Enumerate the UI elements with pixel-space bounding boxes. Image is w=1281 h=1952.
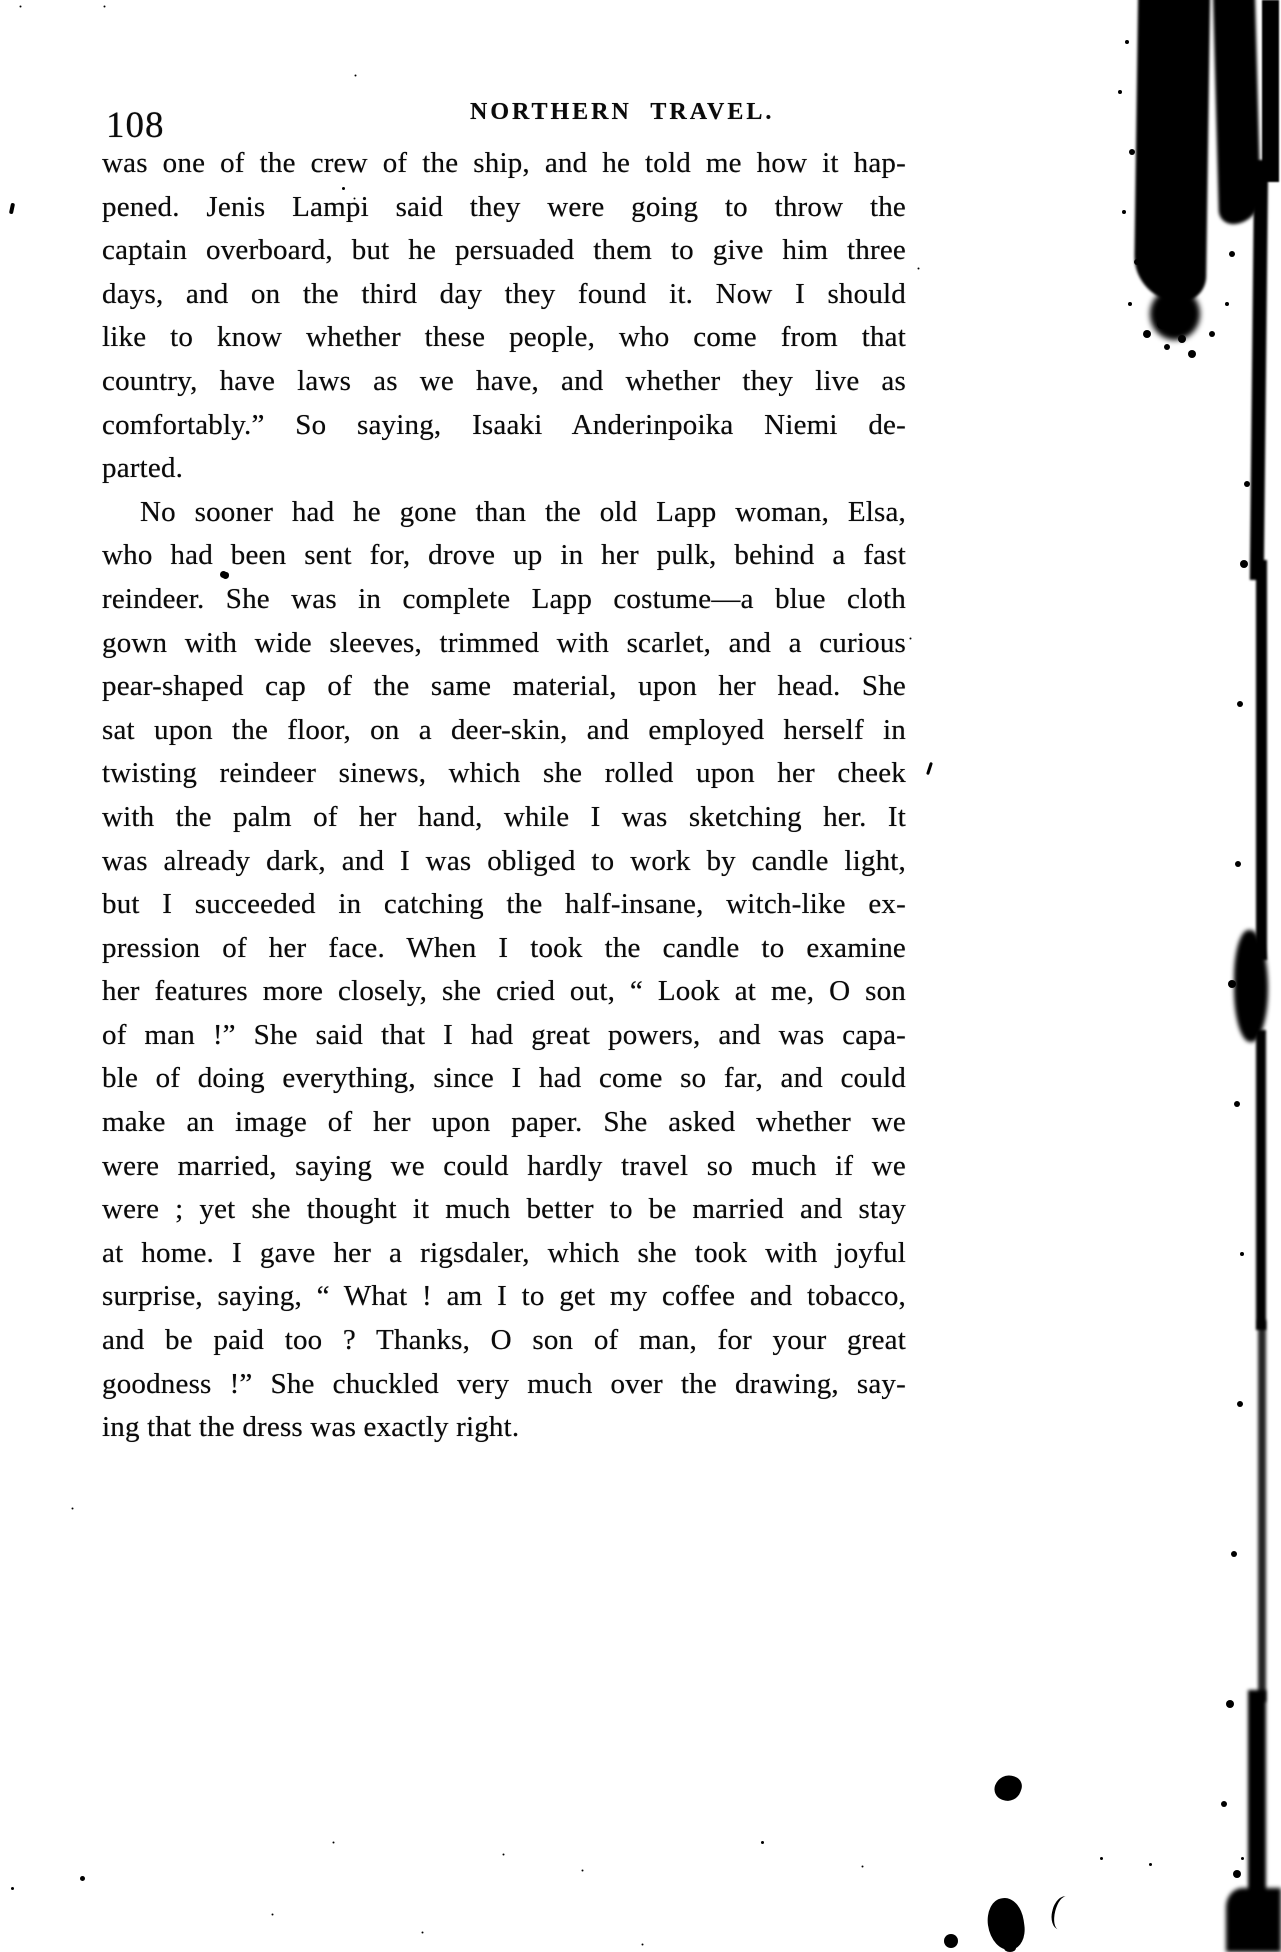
- text-line: ing that the dress was exactly right.: [102, 1411, 520, 1444]
- text-line: ble of doing everything, since I had come so far, and could: [102, 1062, 906, 1095]
- scan-edge-streak: [1256, 1030, 1266, 1330]
- ink-blot: [1004, 1944, 1016, 1952]
- text-line: of man !” She said that I had great powers, and was capa-: [102, 1018, 906, 1051]
- ink-blot: [944, 1934, 958, 1948]
- text-line: like to know whether these people, who come from that: [102, 321, 906, 354]
- scan-edge-shadow: [1150, 288, 1200, 340]
- scan-edge-streak: [1256, 560, 1267, 960]
- text-line: days, and on the third day they found it. Now I should: [102, 277, 906, 310]
- text-line: captain overboard, but he persuaded them to give him three: [102, 234, 906, 267]
- text-line: her features more closely, she cried out, “ Look at me, O son: [102, 975, 906, 1008]
- text-line: sat upon the floor, on a deer-skin, and employed herself in: [102, 713, 906, 746]
- text-line: at home. I gave her a rigsdaler, which she took with joyful: [102, 1236, 906, 1269]
- ink-speck: [1048, 1894, 1077, 1932]
- ink-speck: [926, 762, 933, 775]
- scan-edge-streak: [1262, 0, 1279, 182]
- scan-edge-streak: [1234, 930, 1268, 1042]
- page-body-text: [102, 142, 906, 1450]
- text-line: pear-shaped cap of the same material, upon her head. She: [102, 670, 906, 703]
- text-line: make an image of her upon paper. She asked whether we: [102, 1106, 906, 1139]
- scan-edge-streak: [1250, 160, 1268, 580]
- text-line: comfortably.” So saying, Isaaki Anderinpoika Niemi de-: [102, 408, 906, 441]
- text-line: pened. Jenis Lampi said they were going to throw the: [102, 190, 906, 223]
- text-line: was one of the crew of the ship, and he told me how it hap-: [102, 147, 906, 179]
- text-line: with the palm of her hand, while I was sketching her. It: [102, 800, 906, 833]
- text-line: reindeer. She was in complete Lapp costume—a blue cloth: [102, 582, 906, 615]
- page-number: 108: [106, 105, 165, 146]
- text-line: gown with wide sleeves, trimmed with scarlet, and a curious: [102, 626, 906, 659]
- text-line: and be paid too ? Thanks, O son of man, for your great: [102, 1324, 906, 1357]
- scan-edge-streak: [1258, 1320, 1266, 1702]
- ink-speck: [9, 203, 15, 215]
- dust-specks: [80, 1876, 85, 1881]
- ink-blot: [991, 1771, 1024, 1804]
- text-line: goodness !” She chuckled very much over the drawing, say-: [102, 1367, 906, 1400]
- text-line: but I succeeded in catching the half-insane, witch-like ex-: [102, 888, 906, 921]
- text-line: pression of her face. When I took the candle to examine: [102, 931, 906, 964]
- text-line: surprise, saying, “ What ! am I to get my coffee and tobacco,: [102, 1280, 906, 1313]
- text-line: were married, saying we could hardly travel so much if we: [102, 1149, 906, 1182]
- edge-speckle-fringe: [1125, 40, 1129, 44]
- text-line: No sooner had he gone than the old Lapp woman, Elsa,: [140, 495, 906, 528]
- scan-edge-shadow: [1226, 1888, 1281, 1952]
- text-line: were ; yet she thought it much better to be married and stay: [102, 1193, 906, 1226]
- text-line: parted.: [102, 452, 184, 485]
- ink-speck: [222, 572, 229, 579]
- running-header-title: NORTHERN TRAVEL.: [470, 99, 775, 125]
- text-line: was already dark, and I was obliged to work by candle light,: [102, 844, 906, 877]
- text-line: country, have laws as we have, and whether they live as: [102, 364, 906, 397]
- text-line: who had been sent for, drove up in her pulk, behind a fast: [102, 539, 906, 572]
- scan-edge-shadow: [1134, 0, 1210, 302]
- scan-edge-streak: [1248, 1690, 1266, 1902]
- text-line: twisting reindeer sinews, which she rolled upon her cheek: [102, 757, 906, 790]
